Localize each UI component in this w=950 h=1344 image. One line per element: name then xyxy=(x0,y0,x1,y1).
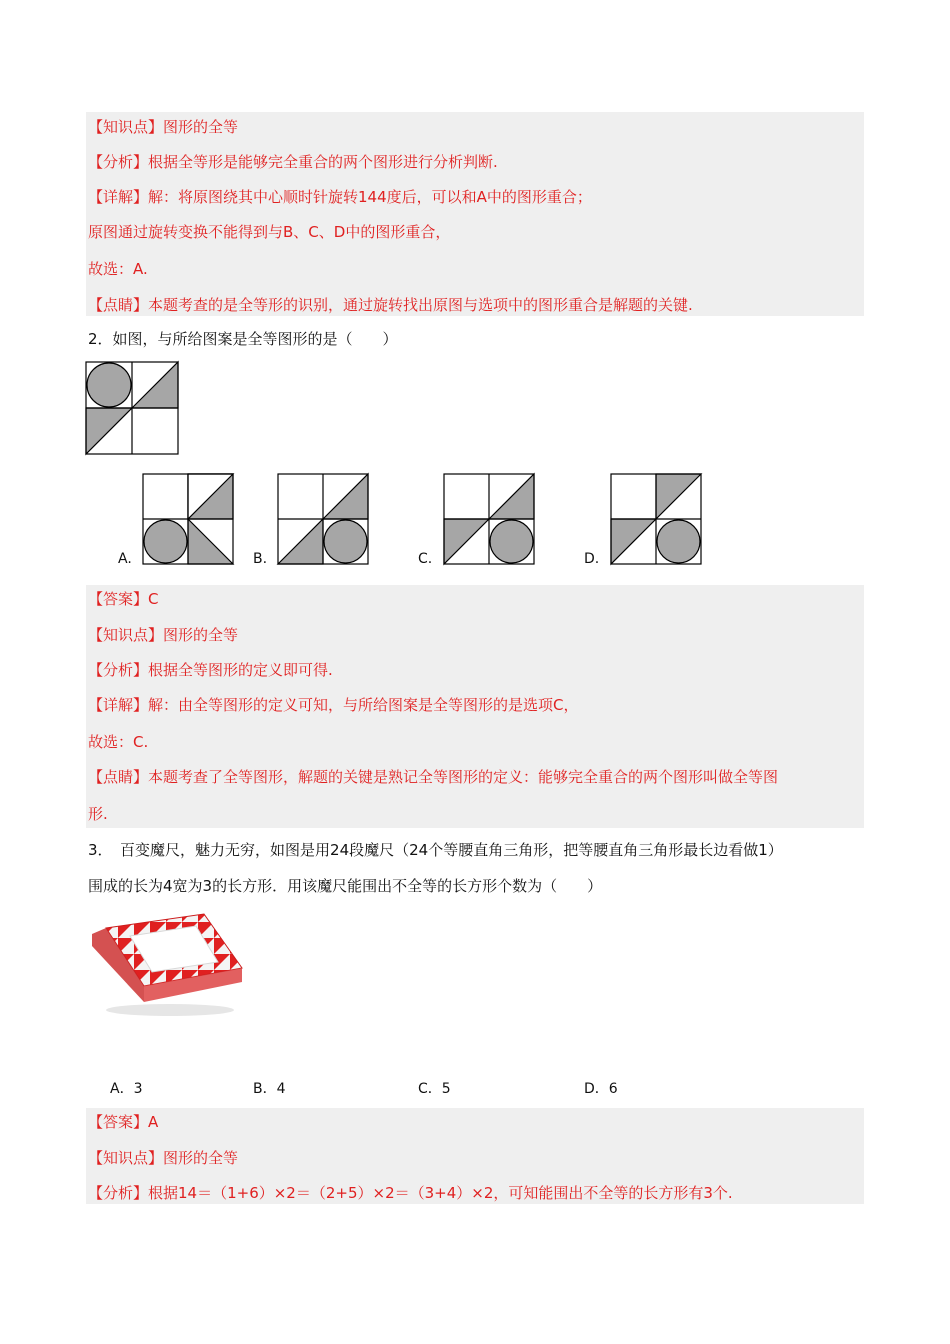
q2-question: 2．如图，与所给图案是全等图形的是（ ） xyxy=(88,330,398,348)
q3-option-a[interactable]: A．3 xyxy=(110,1081,143,1097)
q3-answer: 【答案】A xyxy=(88,1113,159,1131)
q2-option-a-label: A. xyxy=(118,551,132,567)
q2-option-a-figure[interactable] xyxy=(143,474,233,564)
q2-comment-line2: 形. xyxy=(88,805,108,823)
q1-detail-line2: 原图通过旋转变换不能得到与B、C、D中的图形重合， xyxy=(88,223,451,241)
q2-option-d-figure[interactable] xyxy=(611,474,701,564)
q1-solution-panel xyxy=(86,112,864,316)
q3-option-b[interactable]: B．4 xyxy=(253,1081,286,1097)
q1-conclusion: 故选：A. xyxy=(88,260,148,278)
q1-detail-line1: 【详解】解：将原图绕其中心顺时针旋转144度后，可以和A中的图形重合； xyxy=(88,188,592,206)
q1-knowledge: 【知识点】图形的全等 xyxy=(88,118,239,136)
q3-option-c[interactable]: C．5 xyxy=(418,1081,451,1097)
q3-question-line2: 围成的长为4宽为3的长方形．用该魔尺能围出不全等的长方形个数为（ ） xyxy=(88,877,603,895)
q2-option-c-figure[interactable] xyxy=(444,474,534,564)
q1-analysis: 【分析】根据全等形是能够完全重合的两个图形进行分析判断. xyxy=(88,153,498,171)
q2-detail: 【详解】解：由全等图形的定义可知，与所给图案是全等图形的是选项C， xyxy=(88,696,579,714)
q2-reference-figure xyxy=(86,362,178,454)
q3-knowledge: 【知识点】图形的全等 xyxy=(88,1149,239,1167)
ref-triangle-top-right xyxy=(132,362,178,408)
q3-analysis: 【分析】根据14＝（1+6）×2＝（2+5）×2＝（3+4）×2，可知能围出不全等的长方形有3个. xyxy=(88,1184,733,1202)
q3-option-d[interactable]: D．6 xyxy=(584,1081,618,1097)
q3-question-line1: 3． 百变魔尺，魅力无穷，如图是用24段魔尺（24个等腰直角三角形，把等腰直角三角形最长边看做1） xyxy=(88,841,783,859)
q2-answer: 【答案】C xyxy=(88,590,159,608)
q2-analysis: 【分析】根据全等图形的定义即可得. xyxy=(88,661,333,679)
q2-knowledge: 【知识点】图形的全等 xyxy=(88,626,239,644)
q2-option-c-label: C. xyxy=(418,551,433,567)
q1-comment: 【点睛】本题考查的是全等形的识别，通过旋转找出原图与选项中的图形重合是解题的关键. xyxy=(88,296,693,314)
q2-option-b-figure[interactable] xyxy=(278,474,368,564)
q2-comment-line1: 【点睛】本题考查了全等图形，解题的关键是熟记全等图形的定义：能够完全重合的两个图形叫做全等图 xyxy=(88,768,779,786)
q2-option-d-label: D. xyxy=(584,551,600,567)
q2-option-b-label: B. xyxy=(253,551,268,567)
ref-circle xyxy=(87,363,131,407)
magic-ruler-photo xyxy=(86,906,246,1026)
q2-conclusion: 故选：C. xyxy=(88,733,149,751)
ref-triangle-bottom-left xyxy=(86,408,132,454)
